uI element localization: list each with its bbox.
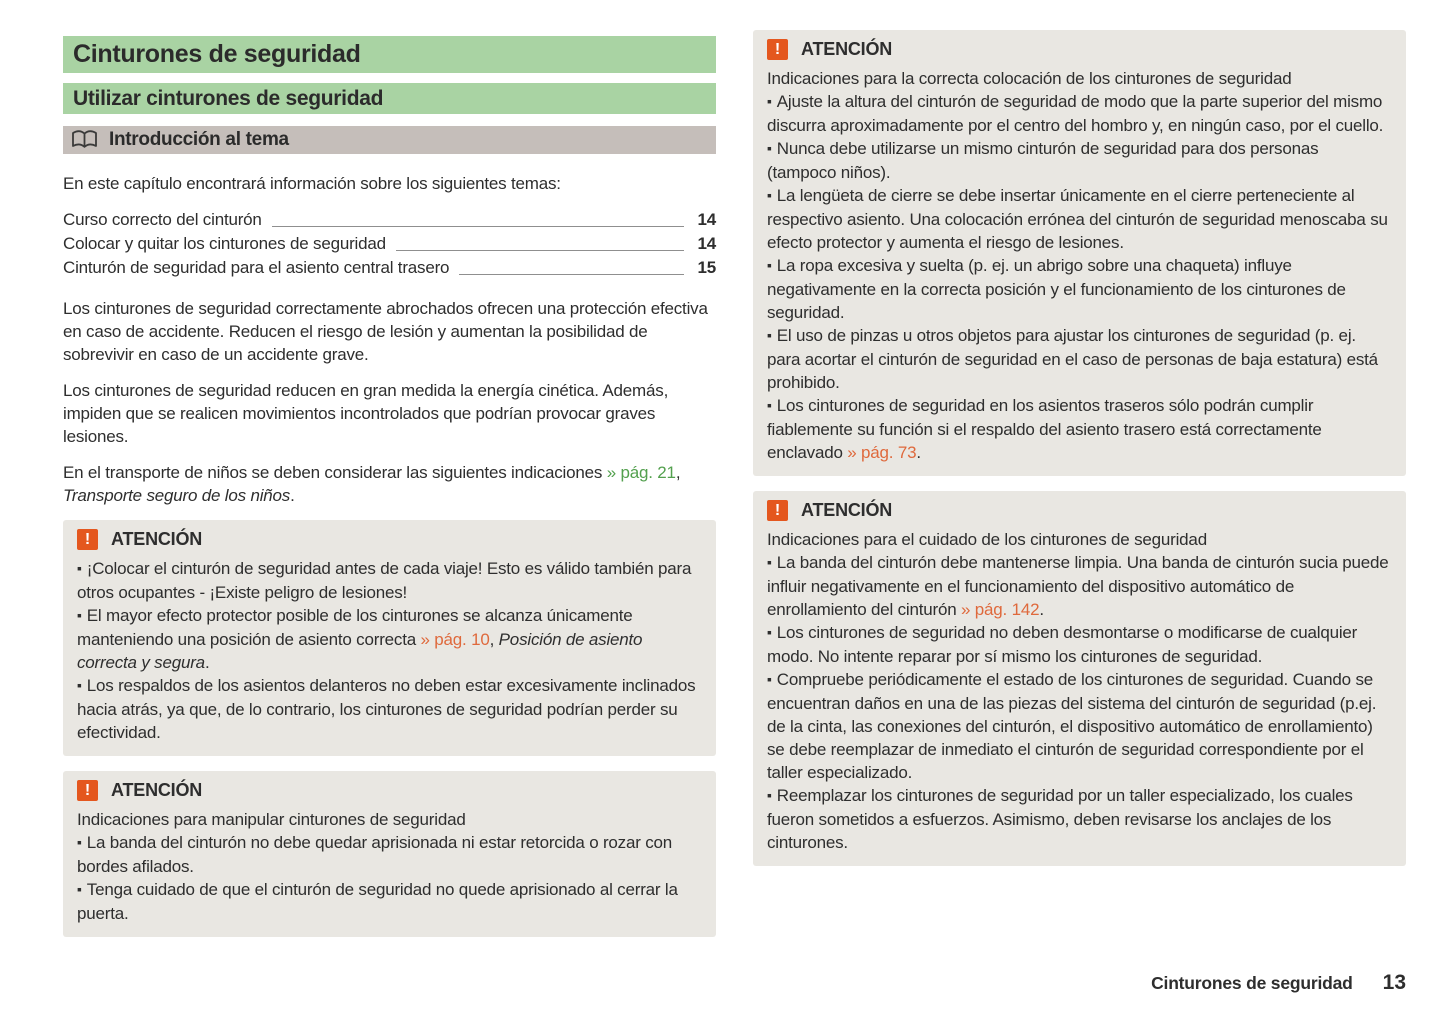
text-segment: . bbox=[1039, 600, 1044, 619]
toc-item-page-number: 14 bbox=[697, 234, 716, 253]
warning-title: ATENCIÓN bbox=[801, 500, 893, 520]
left-warning-boxes bbox=[63, 520, 716, 937]
warning-bullet-item bbox=[767, 394, 1392, 464]
warning-title: ATENCIÓN bbox=[111, 780, 203, 800]
text-segment: ¡Colocar el cinturón de seguridad antes de cada viaje! Esto es válido también para otros ocupantes - ¡Existe peligro de lesiones! bbox=[77, 559, 692, 602]
toc-item[interactable] bbox=[63, 232, 716, 256]
right-warning-boxes bbox=[753, 30, 1406, 866]
warning-header bbox=[767, 500, 1392, 521]
text-segment: Transporte seguro de los niños bbox=[63, 486, 291, 505]
warning-icon: ! bbox=[767, 39, 788, 60]
warning-title: ATENCIÓN bbox=[111, 529, 203, 549]
body-paragraph bbox=[63, 297, 716, 366]
right-column bbox=[753, 30, 1406, 881]
warning-icon: ! bbox=[767, 500, 788, 521]
bullet-square-icon: ▪ bbox=[767, 187, 772, 203]
warning-bullet-item bbox=[77, 674, 702, 744]
topic-header bbox=[63, 126, 716, 154]
warning-bullet-item bbox=[767, 668, 1392, 784]
bullet-square-icon: ▪ bbox=[767, 327, 772, 343]
warning-bullet-item bbox=[77, 604, 702, 674]
warning-bullet-item bbox=[767, 784, 1392, 854]
toc-item[interactable] bbox=[63, 256, 716, 280]
bullet-square-icon: ▪ bbox=[767, 554, 772, 570]
warning-icon: ! bbox=[77, 780, 98, 801]
text-segment: La banda del cinturón no debe quedar aprisionada ni estar retorcida o rozar con bordes afilados. bbox=[77, 833, 673, 876]
toc-item-label: Curso correcto del cinturón bbox=[63, 210, 262, 229]
toc-leader-line bbox=[396, 250, 684, 251]
text-segment: Los cinturones de seguridad correctamente abrochados ofrecen una protección efectiva en caso de accidente. Reducen el riesgo de lesión y aumentan la posibilidad de sobrevivir en caso de un accidente grave. bbox=[63, 299, 708, 364]
warning-bullet-item bbox=[767, 324, 1392, 394]
text-segment: Los cinturones de seguridad no deben desmontarse o modificarse de cualquier modo. No intente reparar por sí mismo los cinturones de seguridad. bbox=[767, 623, 1358, 666]
body-paragraph bbox=[63, 379, 716, 448]
toc-item-page-number: 14 bbox=[697, 210, 716, 229]
section-title: Utilizar cinturones de seguridad bbox=[63, 83, 716, 114]
text-segment: Indicaciones para la correcta colocación de los cinturones de seguridad bbox=[767, 69, 1292, 88]
warning-bullet-item bbox=[767, 621, 1392, 668]
text-segment: . bbox=[916, 443, 921, 462]
left-column bbox=[63, 36, 716, 952]
table-of-contents bbox=[63, 208, 716, 280]
text-segment: . bbox=[290, 486, 295, 505]
bullet-square-icon: ▪ bbox=[77, 834, 82, 850]
warning-box bbox=[63, 520, 716, 756]
text-segment: El uso de pinzas u otros objetos para ajustar los cinturones de seguridad (p. ej. para acortar el cinturón de seguridad en el caso de personas de baja estatura) está prohibido. bbox=[767, 326, 1378, 392]
text-segment: En el transporte de niños se deben considerar las siguientes indicaciones bbox=[63, 463, 607, 482]
warning-icon: ! bbox=[77, 529, 98, 550]
warning-bullet-item bbox=[767, 551, 1392, 621]
footer-page-number: 13 bbox=[1382, 971, 1406, 994]
text-segment: La lengüeta de cierre se debe insertar únicamente en el cierre perteneciente al respectivo asiento. Una colocación errónea del cinturón de seguridad menoscaba su efecto protector y aumenta el riesgo de lesiones. bbox=[767, 186, 1388, 252]
warning-bullet-item bbox=[767, 184, 1392, 254]
body-paragraph bbox=[63, 461, 716, 507]
warning-header bbox=[77, 780, 702, 801]
warning-intro-line bbox=[77, 808, 702, 831]
warning-bullet-item bbox=[767, 90, 1392, 137]
toc-item-label: Cinturón de seguridad para el asiento central trasero bbox=[63, 258, 450, 277]
toc-leader-line bbox=[272, 226, 684, 227]
page-reference-link[interactable]: » pág. 142 bbox=[961, 600, 1040, 619]
bullet-square-icon: ▪ bbox=[77, 560, 82, 576]
warning-bullet-item bbox=[767, 137, 1392, 184]
bullet-square-icon: ▪ bbox=[767, 787, 772, 803]
text-segment: . bbox=[204, 653, 210, 672]
page-reference-link[interactable]: » pág. 21 bbox=[606, 463, 676, 482]
page-footer bbox=[1151, 971, 1406, 995]
bullet-square-icon: ▪ bbox=[77, 607, 82, 623]
bullet-square-icon: ▪ bbox=[767, 93, 772, 109]
toc-item-label: Colocar y quitar los cinturones de seguridad bbox=[63, 234, 386, 253]
open-book-icon bbox=[71, 130, 98, 150]
warning-intro-line bbox=[767, 67, 1392, 90]
toc-intro: En este capítulo encontrará información sobre los siguientes temas: bbox=[63, 174, 561, 193]
bullet-square-icon: ▪ bbox=[767, 257, 772, 273]
warning-bullet-item bbox=[77, 557, 702, 604]
warning-box bbox=[753, 491, 1406, 866]
bullet-square-icon: ▪ bbox=[767, 671, 772, 687]
text-segment: Los respaldos de los asientos delanteros no deben estar excesivamente inclinados hacia atrás, ya que, de lo contrario, los cinturones de seguridad podrían perder su efectividad. bbox=[77, 676, 696, 742]
text-segment: Los cinturones de seguridad reducen en gran medida la energía cinética. Además, impiden que se realicen movimientos incontrolados que podrían provocar graves lesiones. bbox=[63, 381, 669, 446]
chapter-title: Cinturones de seguridad bbox=[63, 36, 716, 73]
warning-header bbox=[767, 39, 1392, 60]
text-segment: Posición de asiento correcta y segura bbox=[77, 630, 643, 672]
text-segment: , bbox=[675, 463, 681, 482]
warning-title: ATENCIÓN bbox=[801, 39, 893, 59]
text-segment: Los cinturones de seguridad en los asientos traseros sólo podrán cumplir fiablemente su función si el respaldo del asiento trasero está correctamente enclavado bbox=[767, 396, 1322, 462]
warning-intro-line bbox=[767, 528, 1392, 551]
text-segment: La banda del cinturón debe mantenerse limpia. Una banda de cinturón sucia puede influir negativamente en el funcionamiento del dispositivo automático de enrollamiento del cinturón bbox=[767, 553, 1389, 619]
text-segment: La ropa excesiva y suelta (p. ej. un abrigo sobre una chaqueta) influye negativamente en la correcta posición y el funcionamiento de los cinturones de seguridad. bbox=[767, 256, 1346, 322]
toc-item[interactable] bbox=[63, 208, 716, 232]
warning-box bbox=[63, 771, 716, 937]
body-paragraphs bbox=[63, 297, 716, 507]
text-segment: Tenga cuidado de que el cinturón de seguridad no quede aprisionado al cerrar la puerta. bbox=[77, 880, 678, 923]
text-segment: , bbox=[489, 630, 499, 649]
text-segment: Ajuste la altura del cinturón de seguridad de modo que la parte superior del mismo discurra aproximadamente por el centro del hombro y, en ningún caso, por el cuello. bbox=[767, 92, 1384, 135]
topic-header-label: Introducción al tema bbox=[109, 129, 289, 150]
bullet-square-icon: ▪ bbox=[767, 624, 772, 640]
warning-header bbox=[77, 529, 702, 550]
page-reference-link[interactable]: » pág. 10 bbox=[420, 630, 490, 649]
text-segment: El mayor efecto protector posible de los cinturones se alcanza únicamente manteniendo una posición de asiento correcta bbox=[77, 606, 633, 649]
text-segment: Indicaciones para el cuidado de los cinturones de seguridad bbox=[767, 530, 1207, 549]
footer-section-title: Cinturones de seguridad bbox=[1151, 973, 1353, 993]
text-segment: Indicaciones para manipular cinturones de seguridad bbox=[77, 810, 466, 829]
warning-bullet-item bbox=[767, 254, 1392, 324]
warning-bullet-item bbox=[77, 878, 702, 925]
warning-bullet-item bbox=[77, 831, 702, 878]
warning-box bbox=[753, 30, 1406, 476]
bullet-square-icon: ▪ bbox=[767, 397, 772, 413]
text-segment: Reemplazar los cinturones de seguridad por un taller especializado, los cuales fueron sometidos a esfuerzos. Asimismo, deben revisarse los anclajes de los cinturones. bbox=[767, 786, 1353, 852]
toc-leader-line bbox=[459, 274, 684, 275]
text-segment: Nunca debe utilizarse un mismo cinturón de seguridad para dos personas (tampoco niños). bbox=[767, 139, 1319, 182]
toc-item-page-number: 15 bbox=[697, 258, 716, 277]
bullet-square-icon: ▪ bbox=[767, 140, 772, 156]
bullet-square-icon: ▪ bbox=[77, 881, 82, 897]
page-reference-link[interactable]: » pág. 73 bbox=[847, 443, 917, 462]
bullet-square-icon: ▪ bbox=[77, 677, 82, 693]
text-segment: Compruebe periódicamente el estado de los cinturones de seguridad. Cuando se encuentran daños en una de las piezas del sistema del cinturón de seguridad (p.ej. de la cinta, las conexiones del cinturón, el dispositivo automático de enrollamiento) se debe reemplazar de inmediato el cinturón de seguridad correspondiente por el taller especializado. bbox=[767, 670, 1377, 782]
